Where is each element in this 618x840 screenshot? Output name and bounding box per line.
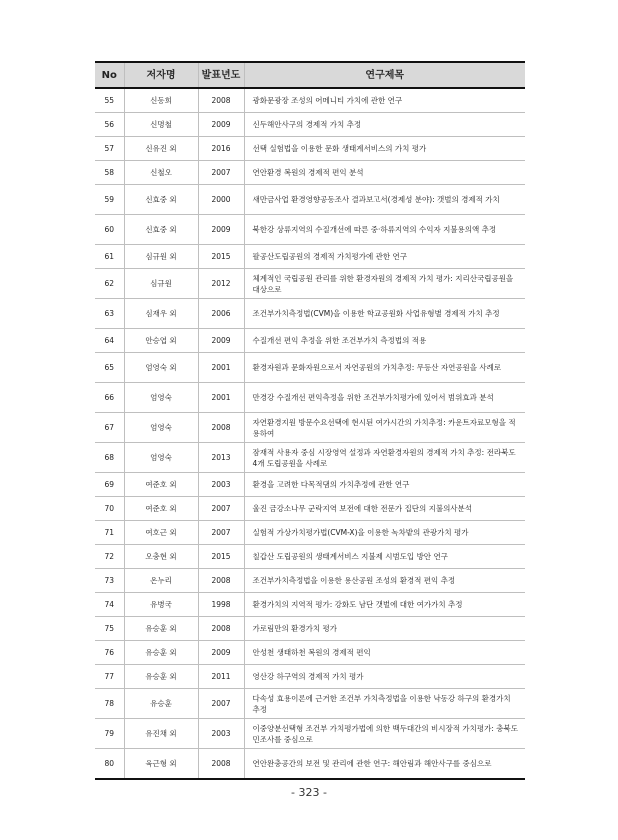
cell-no: 69	[95, 473, 124, 497]
cell-year: 2015	[198, 245, 244, 269]
table-row	[95, 497, 525, 521]
table-row	[95, 545, 525, 569]
cell-title: 환경을 고려한 다목적댐의 가치추정에 관한 연구	[244, 473, 525, 497]
table-row	[95, 443, 525, 473]
cell-title: 연안완충공간의 보전 및 관리에 관한 연구: 해안림과 해안사구를 중심으로	[244, 749, 525, 780]
cell-title: 광화문광장 조성의 어메니티 가치에 관한 연구	[244, 88, 525, 113]
cell-author: 육근형 외	[124, 749, 198, 780]
table-row	[95, 161, 525, 185]
table-row	[95, 215, 525, 245]
cell-author: 심규원	[124, 269, 198, 299]
cell-year: 2013	[198, 443, 244, 473]
cell-no: 62	[95, 269, 124, 299]
cell-author: 심재우 외	[124, 299, 198, 329]
cell-no: 70	[95, 497, 124, 521]
cell-no: 68	[95, 443, 124, 473]
page-number: - 323 -	[291, 786, 327, 799]
cell-year: 2007	[198, 161, 244, 185]
cell-no: 79	[95, 719, 124, 749]
cell-title: 안성천 생태하천 복원의 경제적 편익	[244, 641, 525, 665]
cell-year: 2008	[198, 569, 244, 593]
cell-no: 65	[95, 353, 124, 383]
cell-no: 76	[95, 641, 124, 665]
header-no: No	[95, 62, 124, 88]
cell-year: 2015	[198, 545, 244, 569]
cell-title: 울진 금강소나무 군락지역 보전에 대한 전문가 집단의 지불의사분석	[244, 497, 525, 521]
cell-author: 여호근 외	[124, 521, 198, 545]
cell-author: 신명철	[124, 113, 198, 137]
table-row	[95, 185, 525, 215]
cell-no: 75	[95, 617, 124, 641]
cell-author: 유승훈	[124, 689, 198, 719]
table-row	[95, 137, 525, 161]
cell-year: 2007	[198, 497, 244, 521]
cell-author: 심규원 외	[124, 245, 198, 269]
table-row	[95, 749, 525, 780]
table-row	[95, 88, 525, 113]
cell-no: 57	[95, 137, 124, 161]
cell-year: 2000	[198, 185, 244, 215]
table-header-row	[95, 62, 525, 88]
cell-no: 72	[95, 545, 124, 569]
cell-year: 2006	[198, 299, 244, 329]
cell-title: 수질개선 편익 추정을 위한 조건부가치 측정법의 적용	[244, 329, 525, 353]
cell-author: 여준호 외	[124, 497, 198, 521]
cell-no: 74	[95, 593, 124, 617]
cell-year: 2008	[198, 88, 244, 113]
table-row	[95, 689, 525, 719]
cell-no: 71	[95, 521, 124, 545]
cell-year: 2009	[198, 641, 244, 665]
cell-year: 2012	[198, 269, 244, 299]
cell-title: 가로림만의 환경가치 평가	[244, 617, 525, 641]
header-year: 발표년도	[198, 62, 244, 88]
table-row	[95, 269, 525, 299]
cell-author: 안승엽 외	[124, 329, 198, 353]
cell-no: 59	[95, 185, 124, 215]
cell-title: 환경가치의 지역적 평가: 강화도 남단 갯벌에 대한 여가가치 추정	[244, 593, 525, 617]
cell-author: 엄영숙	[124, 413, 198, 443]
cell-year: 2003	[198, 473, 244, 497]
header-title: 연구제목	[244, 62, 525, 88]
cell-year: 2009	[198, 329, 244, 353]
table-row	[95, 299, 525, 329]
cell-no: 56	[95, 113, 124, 137]
cell-year: 2011	[198, 665, 244, 689]
cell-year: 2016	[198, 137, 244, 161]
research-list-table	[95, 61, 525, 780]
cell-year: 2003	[198, 719, 244, 749]
cell-no: 77	[95, 665, 124, 689]
cell-year: 2009	[198, 113, 244, 137]
cell-no: 58	[95, 161, 124, 185]
cell-author: 여준호 외	[124, 473, 198, 497]
cell-title: 팔공산도립공원의 경제적 가치평가에 관한 연구	[244, 245, 525, 269]
cell-title: 연안환경 복원의 경제적 편익 분석	[244, 161, 525, 185]
header-author: 저자명	[124, 62, 198, 88]
cell-title: 자연환경지원 방문수요선택에 현시된 여가시간의 가치추정: 카운트자료모형을 적용하여	[244, 413, 525, 443]
cell-author: 유진채 외	[124, 719, 198, 749]
cell-author: 유승훈 외	[124, 641, 198, 665]
table-row	[95, 113, 525, 137]
cell-title: 조건부가치측정법(CVM)을 이용한 학교공원화 사업유형별 경제적 가치 추정	[244, 299, 525, 329]
cell-year: 1998	[198, 593, 244, 617]
table-row	[95, 353, 525, 383]
cell-no: 80	[95, 749, 124, 780]
cell-title: 북한강 상류지역의 수질개선에 따른 중·하류지역의 수익자 지불용의액 추정	[244, 215, 525, 245]
cell-author: 신철오	[124, 161, 198, 185]
cell-author: 엄영숙	[124, 383, 198, 413]
cell-title: 다속성 효용이론에 근거한 조건부 가치측정법을 이용한 낙동강 하구의 환경가치 추정	[244, 689, 525, 719]
cell-title: 신두해안사구의 경제적 가치 추정	[244, 113, 525, 137]
cell-title: 만경강 수질개선 편익측정을 위한 조건부가치평가에 있어서 범위효과 분석	[244, 383, 525, 413]
table-row	[95, 641, 525, 665]
cell-no: 64	[95, 329, 124, 353]
cell-no: 61	[95, 245, 124, 269]
cell-title: 새만금사업 환경영향공동조사 결과보고서(경제성 분야): 갯벌의 경제적 가치	[244, 185, 525, 215]
cell-author: 유병국	[124, 593, 198, 617]
cell-year: 2008	[198, 413, 244, 443]
table-row	[95, 719, 525, 749]
cell-author: 엄영숙	[124, 443, 198, 473]
cell-title: 조건부가치측정법을 이용한 용산공원 조성의 환경적 편익 추정	[244, 569, 525, 593]
cell-title: 선택 실험법을 이용한 문화 생태계서비스의 가치 평가	[244, 137, 525, 161]
table-row	[95, 665, 525, 689]
table-row	[95, 593, 525, 617]
cell-author: 신동희	[124, 88, 198, 113]
table-row	[95, 473, 525, 497]
cell-author: 온누리	[124, 569, 198, 593]
table-row	[95, 617, 525, 641]
cell-author: 엄영숙 외	[124, 353, 198, 383]
table-row	[95, 383, 525, 413]
table-row	[95, 521, 525, 545]
cell-author: 오충현 외	[124, 545, 198, 569]
cell-author: 신효중 외	[124, 185, 198, 215]
cell-no: 55	[95, 88, 124, 113]
table-row	[95, 245, 525, 269]
cell-year: 2008	[198, 749, 244, 780]
cell-title: 잠재적 사용자 중심 시장영역 설정과 자연환경자원의 경제적 가치 추정: 전라북도 4개 도립공원을 사례로	[244, 443, 525, 473]
cell-title: 칠갑산 도립공원의 생태계서비스 지불제 시범도입 방안 연구	[244, 545, 525, 569]
cell-year: 2009	[198, 215, 244, 245]
table-row	[95, 329, 525, 353]
cell-no: 63	[95, 299, 124, 329]
cell-title: 실험적 가상가치평가법(CVM-X)을 이용한 녹차밭의 관광가치 평가	[244, 521, 525, 545]
cell-year: 2001	[198, 353, 244, 383]
cell-year: 2001	[198, 383, 244, 413]
cell-author: 유승훈 외	[124, 665, 198, 689]
cell-title: 환경자원과 문화자원으로서 자연공원의 가치추정: 무등산 자연공원을 사례로	[244, 353, 525, 383]
cell-year: 2007	[198, 689, 244, 719]
cell-author: 신유진 외	[124, 137, 198, 161]
cell-year: 2007	[198, 521, 244, 545]
cell-author: 유승훈 외	[124, 617, 198, 641]
cell-year: 2008	[198, 617, 244, 641]
table-row	[95, 569, 525, 593]
cell-no: 78	[95, 689, 124, 719]
table-row	[95, 413, 525, 443]
cell-title: 이중양분선택형 조건부 가치평가법에 의한 백두대간의 비시장적 가치평가: 충북도민조사를 중심으로	[244, 719, 525, 749]
cell-no: 73	[95, 569, 124, 593]
cell-author: 신효중 외	[124, 215, 198, 245]
cell-no: 60	[95, 215, 124, 245]
cell-no: 67	[95, 413, 124, 443]
cell-title: 체계적인 국립공원 관리를 위한 환경자원의 경제적 가치 평가: 지리산국립공원을 대상으로	[244, 269, 525, 299]
cell-title: 영산강 하구역의 경제적 가치 평가	[244, 665, 525, 689]
cell-no: 66	[95, 383, 124, 413]
